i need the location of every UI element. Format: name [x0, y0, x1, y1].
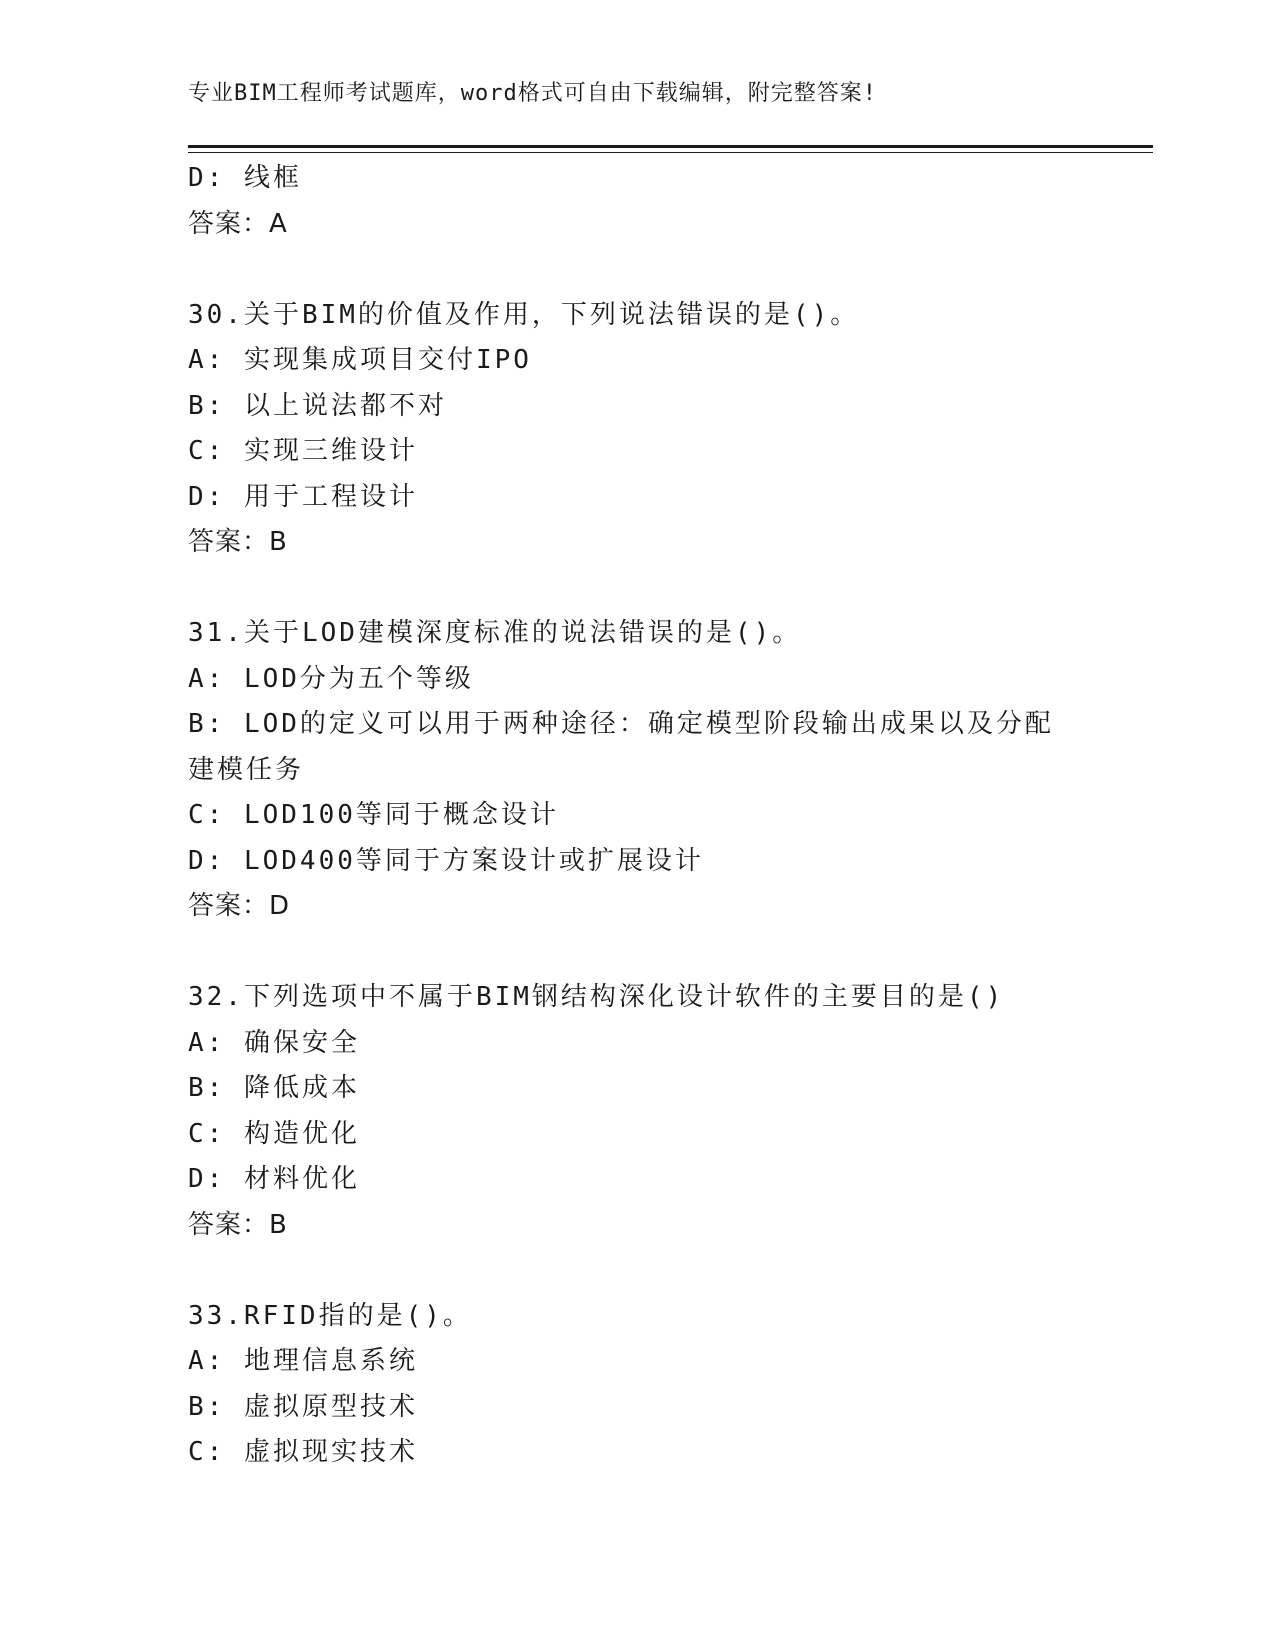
spacer	[188, 930, 1088, 976]
question-32	[188, 975, 1088, 1248]
document-body	[188, 156, 1088, 1476]
option-d: D: 线框	[188, 163, 302, 193]
answer: 答案：D	[188, 891, 291, 921]
option-d: D: LOD400等同于方案设计或扩展设计	[188, 845, 704, 876]
option-a: A: 实现集成项目交付IPO	[188, 345, 532, 375]
option-b: B: 降低成本	[188, 1073, 360, 1103]
answer: 答案：B	[188, 527, 288, 557]
option-b: B: 虚拟原型技术	[188, 1391, 418, 1422]
option-a: A: 确保安全	[188, 1027, 360, 1058]
option-d: D: 用于工程设计	[188, 481, 418, 512]
question-stem: 32.下列选项中不属于BIM钢结构深化设计软件的主要目的是()	[188, 982, 1005, 1012]
option-c: C: 虚拟现实技术	[188, 1437, 418, 1467]
option-c: C: 实现三维设计	[188, 436, 418, 466]
header-rule-thick	[188, 145, 1153, 148]
question-stem: 33.RFID指的是()。	[188, 1300, 472, 1331]
question-stem: 30.关于BIM的价值及作用，下列说法错误的是()。	[188, 299, 860, 330]
option-b: B: LOD的定义可以用于两种途径：确定模型阶段输出成果以及分配建模任务	[188, 709, 1054, 785]
option-a: A: 地理信息系统	[188, 1346, 418, 1376]
page-header: 专业BIM工程师考试题库，word格式可自由下载编辑，附完整答案!	[188, 81, 877, 106]
answer: 答案：A	[188, 208, 288, 239]
spacer	[188, 566, 1088, 612]
option-c: C: 构造优化	[188, 1118, 360, 1149]
question-stem: 31.关于LOD建模深度标准的说法错误的是()。	[188, 618, 802, 648]
option-d: D: 材料优化	[188, 1164, 360, 1194]
option-b: B: 以上说法都不对	[188, 390, 447, 421]
question-33	[188, 1294, 1088, 1476]
question-30	[188, 293, 1088, 566]
answer: 答案：B	[188, 1209, 288, 1240]
spacer	[188, 1248, 1088, 1294]
spacer	[188, 247, 1088, 293]
question-31	[188, 611, 1088, 930]
header-rule-thin	[188, 152, 1153, 153]
option-a: A: LOD分为五个等级	[188, 663, 474, 694]
option-c: C: LOD100等同于概念设计	[188, 800, 559, 830]
